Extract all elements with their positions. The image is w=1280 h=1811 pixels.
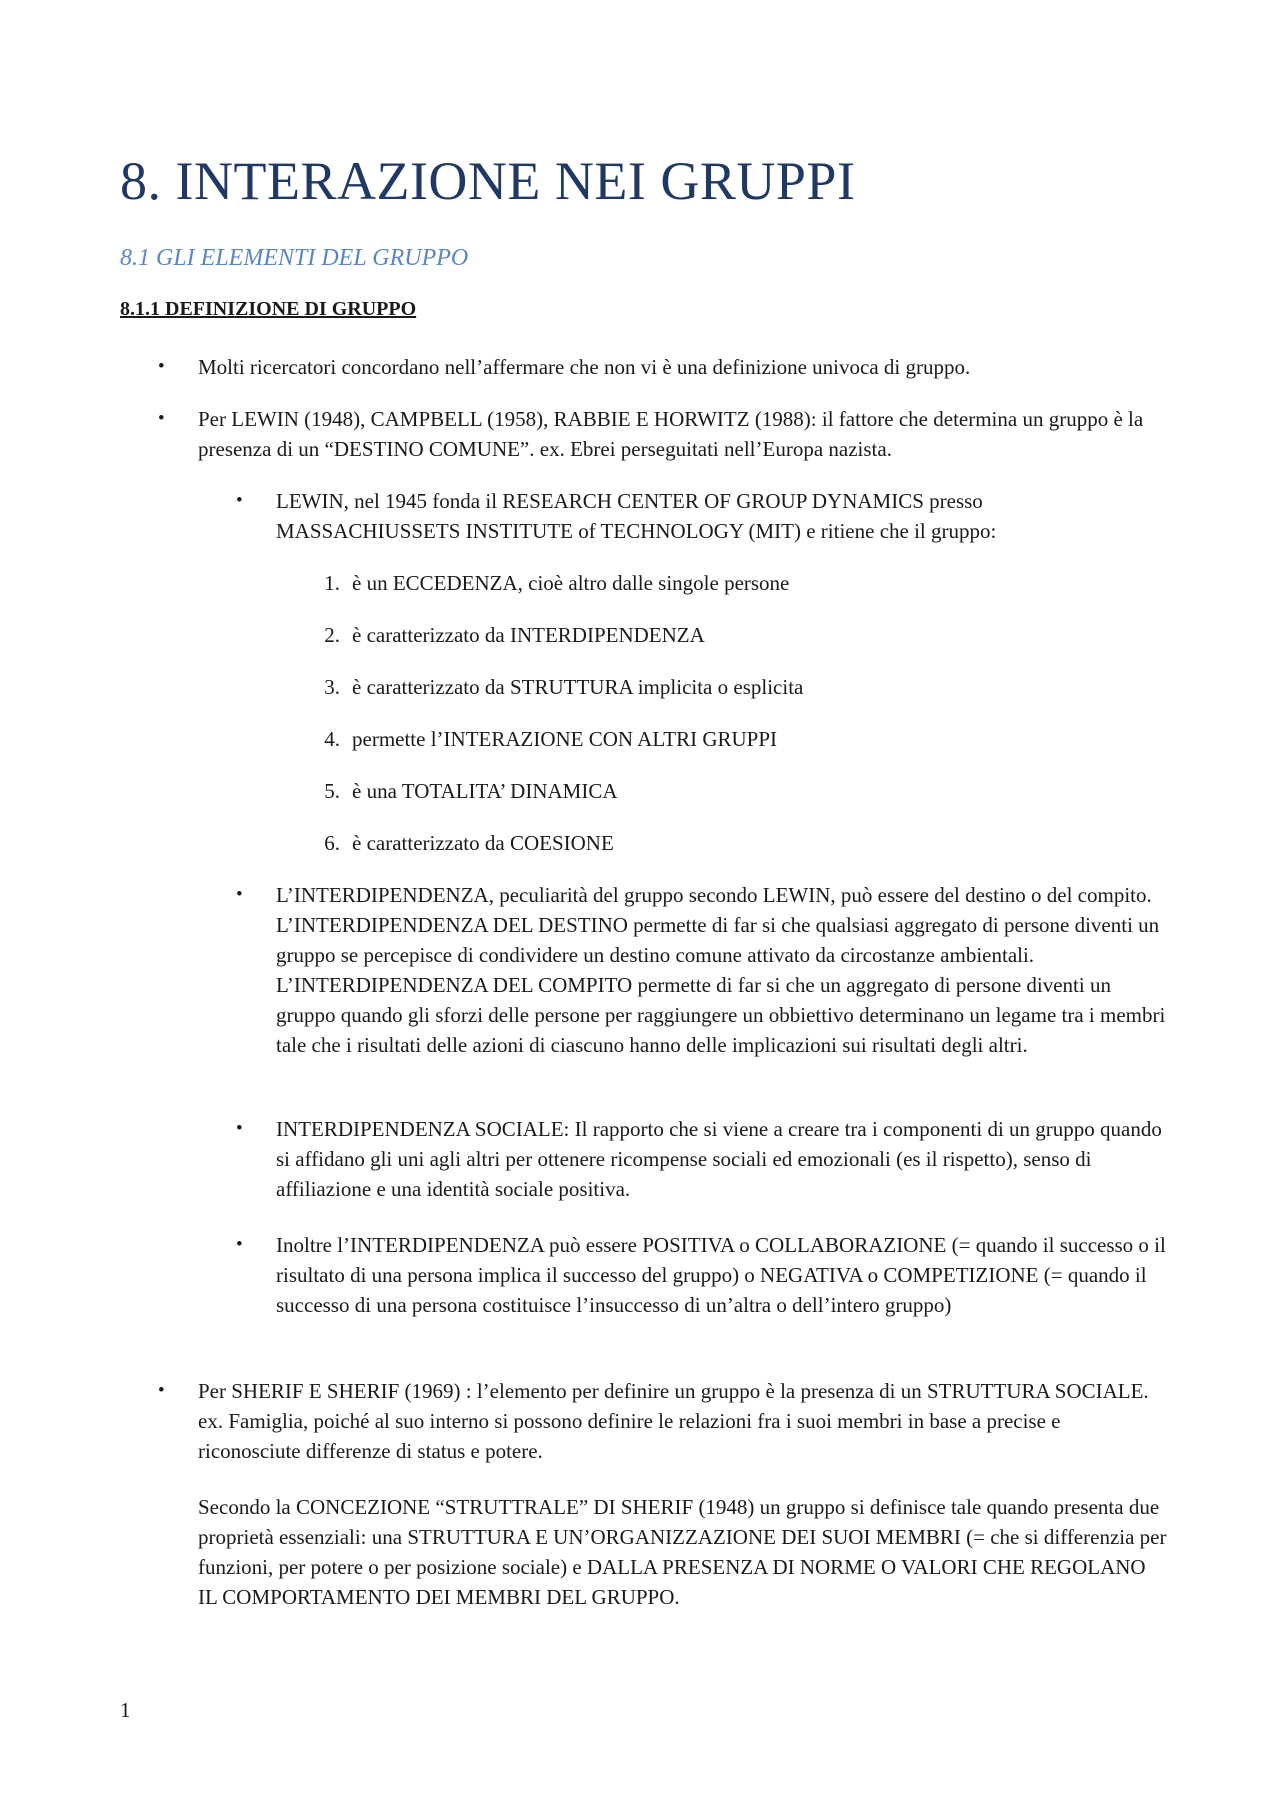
list-item: Per LEWIN (1948), CAMPBELL (1958), RABBIE E HORWITZ (1988): il fattore che determina un gruppo è la presenza di un “DESTINO COMUNE”. ex. Ebrei perseguitati nell’Europa nazista. [198, 407, 1144, 461]
page-number: 1 [120, 1698, 131, 1722]
list-item: Inoltre l’INTERDIPENDENZA può essere POSITIVA o COLLABORAZIONE (= quando il successo o il risultato di una persona implica il successo del gruppo) o NEGATIVA o COMPETIZIONE (= quando il successo di una persona costituisce l’insuccesso di un’altra o dell’intero gruppo) [276, 1233, 1166, 1317]
subsection-heading: 8.1.1 DEFINIZIONE DI GRUPPO [120, 298, 417, 320]
list-number: 4. [324, 727, 340, 751]
bullet-icon: • [158, 1380, 165, 1401]
list-item: Molti ricercatori concordano nell’affermare che non vi è una definizione univoca di gruppo. [198, 355, 971, 379]
bullet-icon: • [158, 408, 165, 429]
bullet-icon: • [158, 356, 165, 377]
numbered-item: è caratterizzato da INTERDIPENDENZA [352, 623, 705, 647]
list-number: 1. [324, 571, 340, 595]
numbered-item: è una TOTALITA’ DINAMICA [352, 779, 618, 803]
numbered-item: è un ECCEDENZA, cioè altro dalle singole persone [352, 571, 790, 595]
page-title: 8. INTERAZIONE NEI GRUPPI [120, 151, 856, 211]
list-item: L’INTERDIPENDENZA, peculiarità del gruppo secondo LEWIN, può essere del destino o del compito. L’INTERDIPENDENZA DEL DESTINO permette di far si che qualsiasi aggregato di persone diventi un gruppo se percepisce di condividere un destino comune attivato da circostanze ambientali. L’INTERDIPENDENZA DEL COMPITO permette di far si che un aggregato di persone diventi un gruppo quando gli sforzi delle persone per raggiungere un obbiettivo determinano un legame tra i membri tale che i risultati delle azioni di ciascuno hanno delle implicazioni sui risultati degli altri. [276, 883, 1166, 1057]
list-item: INTERDIPENDENZA SOCIALE: Il rapporto che si viene a creare tra i componenti di un gruppo quando si affidano gli uni agli altri per ottenere ricompense sociali ed emozionali (es il rispetto), senso di affiliazione e una identità sociale positiva. [276, 1117, 1162, 1201]
list-number: 2. [324, 623, 340, 647]
list-item: Per SHERIF E SHERIF (1969) : l’elemento per definire un gruppo è la presenza di un STRUTTURA SOCIALE. ex. Famiglia, poiché al suo interno si possono definire le relazioni fra i suoi membri in base a precise e riconosciute differenze di status e potere. [198, 1379, 1149, 1463]
numbered-item: permette l’INTERAZIONE CON ALTRI GRUPPI [352, 727, 778, 751]
list-item: LEWIN, nel 1945 fonda il RESEARCH CENTER OF GROUP DYNAMICS presso MASSACHIUSSETS INSTITUTE of TECHNOLOGY (MIT) e ritiene che il gruppo: [276, 489, 997, 543]
numbered-item: è caratterizzato da STRUTTURA implicita o esplicita [352, 675, 804, 699]
section-heading: 8.1 GLI ELEMENTI DEL GRUPPO [120, 245, 469, 271]
list-number: 5. [324, 779, 340, 803]
bullet-icon: • [236, 1118, 243, 1139]
bullet-icon: • [236, 1234, 243, 1255]
list-number: 6. [324, 831, 340, 855]
bullet-icon: • [236, 490, 243, 511]
numbered-item: è caratterizzato da COESIONE [352, 831, 614, 855]
paragraph: Secondo la CONCEZIONE “STRUTTRALE” DI SHERIF (1948) un gruppo si definisce tale quando presenta due proprietà essenziali: una STRUTTURA E UN’ORGANIZZAZIONE DEI SUOI MEMBRI (= che si differenzia per funzioni, per potere o per posizione sociale) e DALLA PRESENZA DI NORME O VALORI CHE REGOLANO IL COMPORTAMENTO DEI MEMBRI DEL GRUPPO. [198, 1495, 1167, 1609]
bullet-icon: • [236, 884, 243, 905]
list-number: 3. [324, 675, 340, 699]
